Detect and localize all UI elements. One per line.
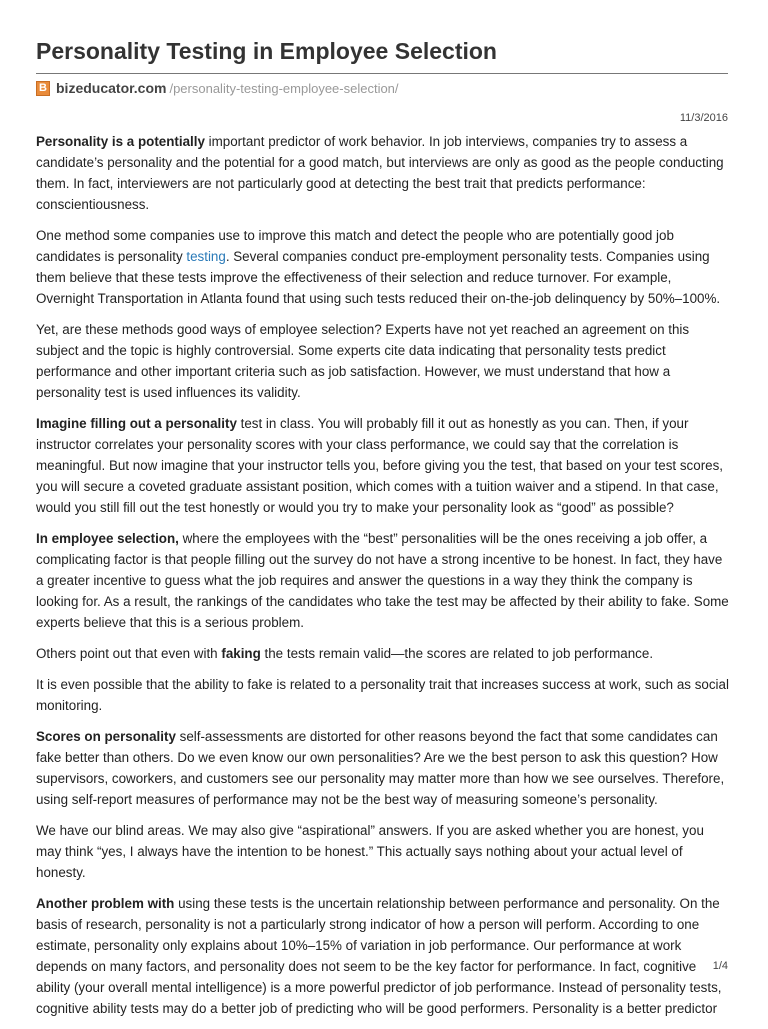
paragraph (36, 225, 732, 309)
bold-lead-text: In employee selection, (36, 531, 179, 546)
paragraph (36, 893, 732, 1019)
paragraph (36, 319, 732, 403)
source-path[interactable]: /personality-testing-employee-selection/ (169, 80, 399, 96)
bold-lead-text: Personality is a potentially (36, 134, 205, 149)
bold-lead-text: Another problem with (36, 896, 175, 911)
paragraph-text: . Several companies conduct pre-employment personality tests. Companies using them believe that these tests improve the effectiveness of their selection and reduce turnover. For example, Overnight Transportation in Atlanta found that using such tests reduced their on-the-job delinquency by 50%–100%. (36, 249, 721, 306)
inline-link[interactable]: testing (186, 249, 226, 264)
bold-lead-text: Imagine filling out a personality (36, 416, 237, 431)
paragraph-text: important predictor of work behavior. In job interviews, companies try to assess a candidate’s personality and the potential for a good match, but interviews are only as good as the people conducting them. In fact, interviewers are not particularly good at detecting the best trait that predicts performance: conscientiousness. (36, 134, 724, 212)
page-number: 1/4 (712, 960, 728, 972)
paragraph-text: We have our blind areas. We may also give “aspirational” answers. If you are asked whether you are honest, you may think “yes, I always have the intention to be honest.” This actually says nothing about your actual level of honesty. (36, 823, 704, 880)
bizeducator-logo-icon: B (36, 81, 50, 96)
paragraph (36, 528, 732, 633)
paragraph (36, 131, 732, 215)
paragraph-text: Others point out that even with (36, 646, 222, 661)
paragraph (36, 820, 732, 883)
source-line (36, 80, 399, 96)
paragraph-text: Yet, are these methods good ways of employee selection? Experts have not yet reached an agreement on this subject and the topic is highly controversial. Some experts cite data indicating that personality tests predict performance and other important criteria such as job satisfaction. However, we must understand that how a personality test is used influences its validity. (36, 322, 690, 400)
print-date: 11/3/2016 (679, 112, 728, 124)
source-domain[interactable]: bizeducator.com (56, 80, 167, 96)
paragraph (36, 726, 732, 810)
bold-lead-text: faking (221, 646, 261, 661)
paragraph-text: test in class. You will probably fill it out as honestly as you can. Then, if your instructor correlates your personality scores with your class performance, we could say that the correlation is meaningful. But now imagine that your instructor tells you, before giving you the test, that based on your test scores, you will secure a coveted graduate assistant position, which comes with a tuition waiver and a stipend. In that case, would you still fill out the test honestly or would you try to make your personality look as “good” as possible? (36, 416, 724, 515)
paragraph (36, 674, 732, 716)
paragraph (36, 643, 732, 664)
paragraph-text: using these tests is the uncertain relationship between performance and personality. On the basis of research, personality is not a particularly strong indicator of how a person will perform. According to one estimate, personality only explains about 10%–15% of variation in job performance. Our performance at work depends on many factors, and personality does not seem to be the key factor for performance. In fact, cognitive ability (your overall mental intelligence) is a more powerful predictor of job performance. Instead of personality tests, cognitive ability tests may do a better job of predicting who will be good performers. Personality is a better predictor (36, 896, 722, 1016)
paragraph-text: One method some companies use to improve this match and detect the people who are potentially good job candidates is personality (36, 228, 674, 264)
paragraph-text: It is even possible that the ability to fake is related to a personality trait that increases success at work, such as social monitoring. (36, 677, 729, 713)
title-divider (36, 73, 728, 74)
paragraph-text: where the employees with the “best” personalities will be the ones receiving a job offer, a complicating factor is that people filling out the survey do not have a strong incentive to be honest. In fact, they have a greater incentive to guess what the job requires and answer the questions in a way they think the company is looking for. As a result, the rankings of the candidates who take the test may be affected by their ability to fake. Some experts believe that this is a serious problem. (36, 531, 729, 630)
paragraph-text: self-assessments are distorted for other reasons beyond the fact that some candidates can fake better than others. Do we even know our own personalities? Are we the best person to ask this question? How supervisors, coworkers, and customers see our personality may matter more than how we see ourselves. Therefore, using self-report measures of performance may not be the best way of measuring someone’s personality. (36, 729, 725, 807)
bold-lead-text: Scores on personality (36, 729, 176, 744)
paragraph (36, 413, 732, 518)
page-title: Personality Testing in Employee Selection (36, 38, 497, 64)
article-body (36, 131, 732, 1029)
paragraph-text: the tests remain valid—the scores are related to job performance. (260, 646, 654, 661)
